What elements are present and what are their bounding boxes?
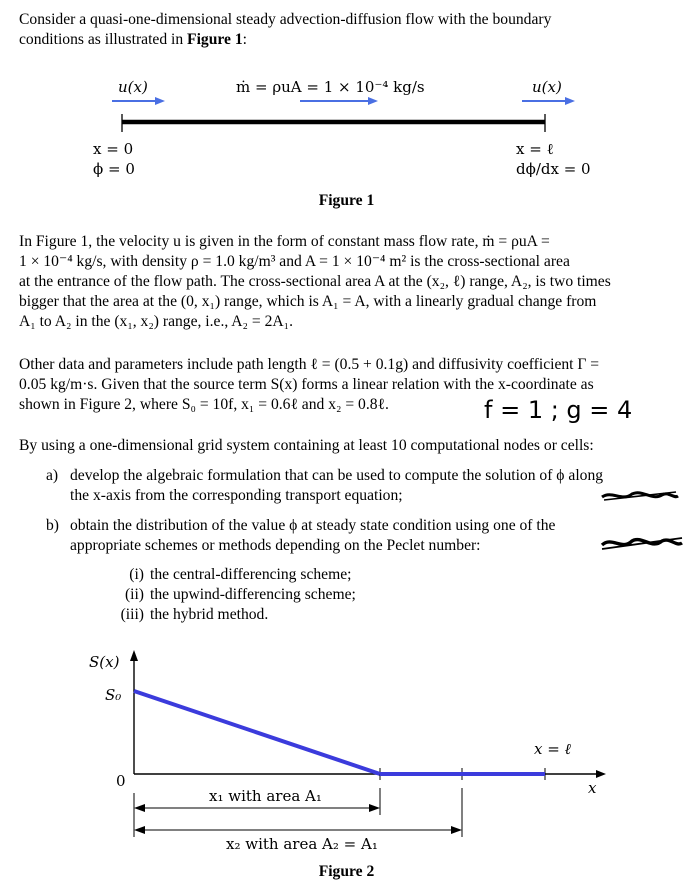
flow-arrow-right-head: [565, 97, 575, 105]
figure1-caption: Figure 1: [318, 192, 375, 209]
subitem-ii-marker: (ii): [124, 586, 144, 603]
dim-x1-arrow-right: [369, 804, 380, 812]
y-axis-arrowhead: [130, 650, 138, 661]
subitem-central-differencing: the central-differencing scheme;: [150, 566, 352, 583]
figure2-chart: [0, 640, 693, 865]
u-left-label: u(x): [118, 78, 148, 96]
velocity-line: 1 × 10⁻⁴ kg/s, with density ρ = 1.0 kg/m³ and A = 1 × 10⁻⁴ m² is the cross-sectional area: [19, 253, 570, 270]
dim-x1-arrow-left: [134, 804, 145, 812]
flow-arrow-middle-head: [368, 97, 378, 105]
intro-line-1: Consider a quasi-one-dimensional steady advection-diffusion flow with the boundary: [19, 11, 552, 28]
task-item-a: develop the algebraic formulation that can be used to compute the solution of ϕ along the x-axis from the corresponding transport equation;: [70, 467, 604, 504]
y-axis-label: S(x): [89, 653, 120, 671]
flow-rate-label: ṁ = ρuA = 1 × 10⁻⁴ kg/s: [236, 78, 425, 96]
figure1-reference: Figure 1: [187, 31, 243, 48]
subitem-upwind-differencing: the upwind-differencing scheme;: [150, 586, 356, 603]
source-term-ramp: [134, 691, 380, 774]
velocity-line: bigger that the area at the (0, x₁) range, which is A₁ = A, with a linearly gradual change from: [19, 293, 597, 310]
velocity-paragraph: [19, 232, 677, 332]
subitem-i-marker: (i): [129, 566, 144, 583]
right-bc-dphi: dϕ/dx = 0: [516, 160, 591, 178]
task-intro: By using a one-dimensional grid system containing at least 10 computational nodes or cells:: [19, 437, 594, 454]
velocity-line: at the entrance of the flow path. The cross-sectional area A at the (x₂, ℓ) range, A₂, is two times: [19, 273, 611, 290]
scribbled-marks-a: [598, 488, 680, 504]
x1-label: x₁ with area A₁: [209, 787, 322, 805]
u-right-label: u(x): [532, 78, 562, 96]
intro-line-2: conditions as illustrated in Figure 1:: [19, 31, 247, 48]
x-axis-arrowhead: [596, 770, 606, 778]
x2-label: x₂ with area A₂ = A₁: [226, 835, 378, 853]
parameters-line: 0.05 kg/m·s. Given that the source term S(x) forms a linear relation with the x-coordinate as: [19, 376, 594, 393]
right-bc-x: x = ℓ: [516, 140, 554, 158]
dim-x2-arrow-left: [134, 826, 145, 834]
left-bc-x: x = 0: [93, 140, 134, 158]
intro-paragraph: [19, 10, 677, 50]
handwritten-note: f = 1 ; g = 4: [484, 396, 633, 424]
parameters-line: shown in Figure 2, where S₀ = 10f, x₁ = 0.6ℓ and x₂ = 0.8ℓ.: [19, 396, 389, 413]
task-item-b: obtain the distribution of the value ϕ at steady state condition using one of the appropriate schemes or methods depending on the Peclet number:: [70, 517, 556, 554]
velocity-line: In Figure 1, the velocity u is given in the form of constant mass flow rate, ṁ = ρuA =: [19, 233, 550, 250]
flow-arrow-left-head: [155, 97, 165, 105]
task-item-a-marker: a): [46, 467, 59, 484]
x-axis-label: x: [588, 779, 597, 797]
subitem-iii-marker: (iii): [120, 606, 144, 623]
task-item-b-marker: b): [46, 517, 59, 534]
dim-x2-arrow-right: [451, 826, 462, 834]
subitem-hybrid-method: the hybrid method.: [150, 606, 269, 623]
velocity-line: A₁ to A₂ in the (x₁, x₂) range, i.e., A₂ = 2A₁.: [19, 313, 293, 330]
end-label: x = ℓ: [534, 740, 571, 758]
figure2-caption: Figure 2: [318, 863, 375, 880]
s0-label: S₀: [105, 686, 122, 704]
zero-label: 0: [116, 772, 126, 790]
left-bc-phi: ϕ = 0: [93, 160, 135, 178]
parameters-line: Other data and parameters include path length ℓ = (0.5 + 0.1g) and diffusivity coefficient Γ =: [19, 356, 600, 373]
scribbled-marks-b: [598, 535, 684, 553]
